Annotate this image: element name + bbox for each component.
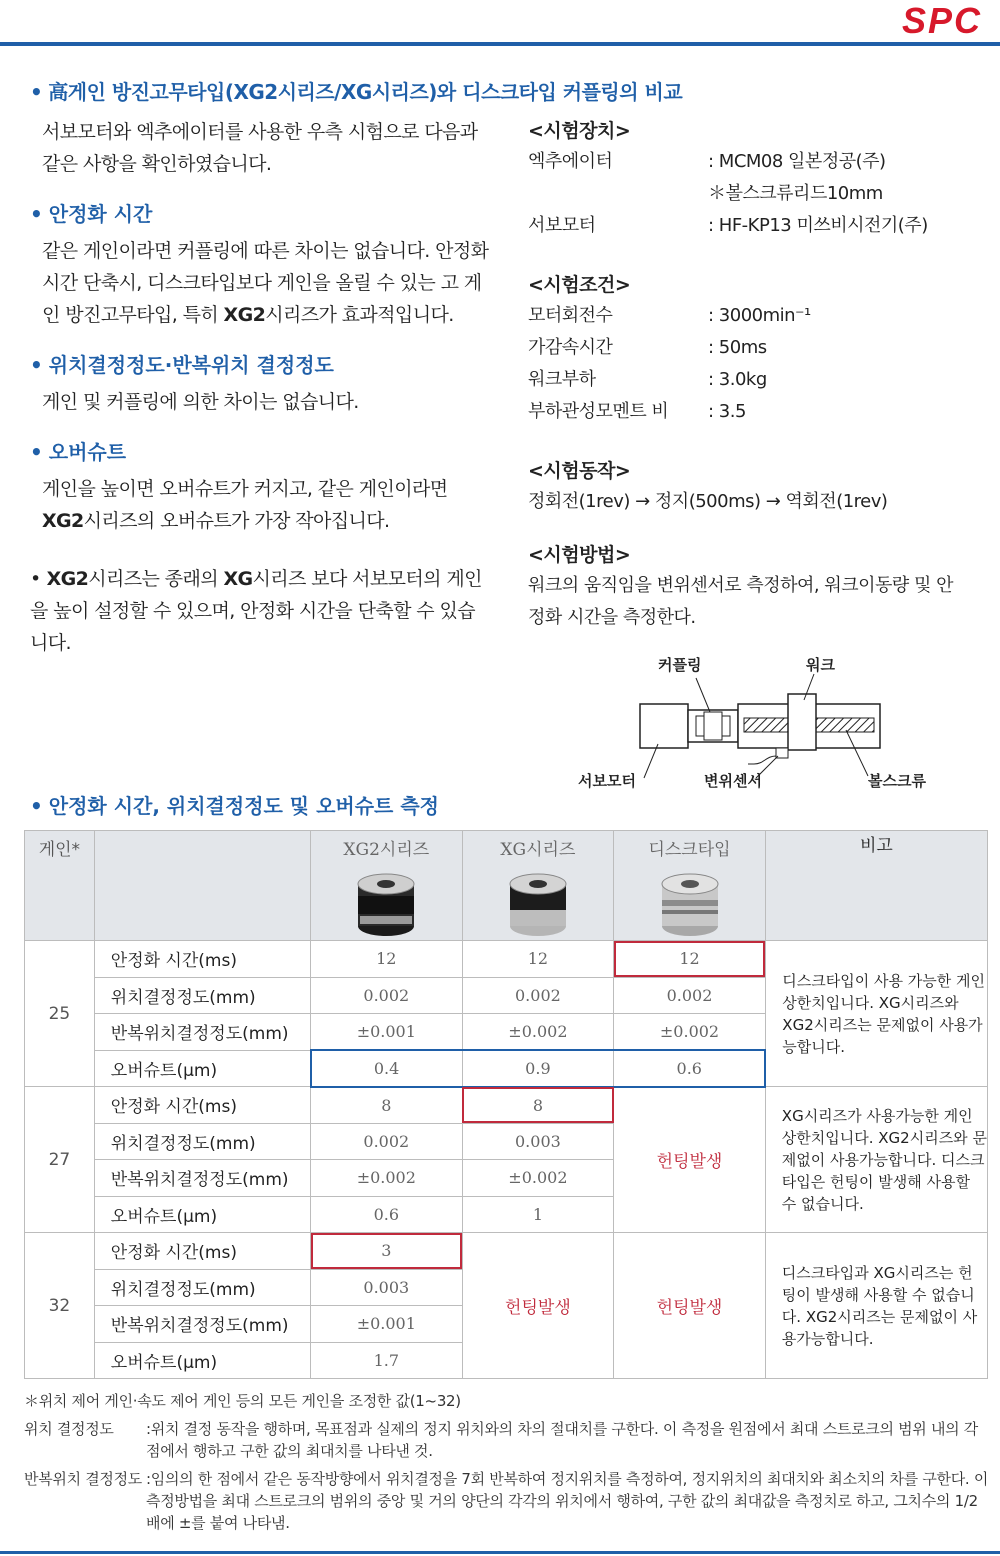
- header-rule: [0, 42, 1000, 46]
- header-item: [94, 831, 310, 941]
- spec-row: [528, 300, 968, 332]
- disk-coupling-image: [655, 870, 725, 940]
- sec-title-overshoot: • 오버슈트: [30, 440, 127, 464]
- spec-value: : MCM08 일본정공(주): [708, 151, 886, 172]
- label-coupling: 커플링: [658, 656, 702, 674]
- table-header-row: [25, 831, 988, 941]
- footnote-position: 위치 결정정도 :위치 결정 동작을 행하며, 목표점과 실제의 정지 위치와의 차의 절대치를 구한다. 이 측정을 원점에서 최대 스트로크의 범위 내의 각 점에서 행하고 구한 값의 최대치를 나타낸 것.: [24, 1420, 979, 1460]
- gain-cell: 25: [25, 941, 95, 1087]
- xg-coupling-image: [503, 870, 573, 940]
- header-xg2: XG2시리즈: [311, 831, 463, 941]
- item-cell: 위치결정정도(mm): [94, 1123, 310, 1160]
- sec-text-overshoot: 게인을 높이면 오버슈트가 커지고, 같은 게인이라면 XG2시리즈의 오버슈트가 가장 작아집니다.: [42, 478, 448, 532]
- sec-text-summary: • XG2시리즈는 종래의 XG시리즈 보다 서보모터의 게인을 높이 설정할 수 있으며, 안정화 시간을 단축할 수 있습니다.: [30, 568, 482, 654]
- logo-text: SPC: [902, 0, 983, 40]
- value-cell-highlight: 8: [462, 1087, 614, 1124]
- item-cell: 오버슈트(μm): [94, 1196, 310, 1233]
- header-xg: XG시리즈: [462, 831, 614, 941]
- note-cell: 디스크타입이 사용 가능한 게인상한치입니다. XG시리즈와 XG2시리즈는 문제없이 사용가능합니다.: [765, 941, 987, 1087]
- value-cell: ±0.001: [311, 1014, 463, 1051]
- device-rows: [528, 146, 968, 242]
- method-text: 워크의 움직임을 변위센서로 측정하여, 워크이동량 및 안정화 시간을 측정한다.: [528, 575, 953, 628]
- value-cell: ±0.002: [462, 1160, 614, 1197]
- item-cell: 반복위치결정정도(mm): [94, 1306, 310, 1343]
- sec-title-accuracy: • 위치결정정도·반복위치 결정정도: [30, 353, 334, 377]
- spc-logo: [898, 0, 994, 40]
- value-cell: 1: [462, 1196, 614, 1233]
- spec-key: 모터회전수: [528, 305, 613, 326]
- condition-rows: [528, 300, 968, 428]
- note-cell: XG시리즈가 사용가능한 게인상한치입니다. XG2시리즈와 문제없이 사용가능합니다. 디스크타입은 헌팅이 발생해 사용할 수 없습니다.: [765, 1087, 987, 1233]
- method-title: <시험방법>: [528, 544, 631, 566]
- value-cell-blue: 0.6: [614, 1050, 766, 1087]
- value-cell: ±0.001: [311, 1306, 463, 1343]
- sec-text-accuracy: 게인 및 커플링에 의한 차이는 없습니다.: [42, 391, 359, 413]
- value-cell: 12: [462, 941, 614, 978]
- spec-value: ＊볼스크류리드10mm: [708, 183, 883, 204]
- test-setup-diagram: [578, 652, 938, 792]
- item-cell: 오버슈트(μm): [94, 1342, 310, 1379]
- footnote-repeat: 반복위치 결정정도 :임의의 한 점에서 같은 동작방향에서 위치결정을 7회 반복하여 정지위치를 측정하여, 정지위치의 최대치와 최소치의 차를 구한다. 이 측정방법을 최대 스트로크의 범위의 중앙 및 거의 양단의 각각의 위치에서 행하여, 구한 값의 최대값을 측정치로 하고, 그치수의 1/2 배에 ±를 붙여 나타냄.: [24, 1470, 989, 1532]
- servo-motor-shape: [640, 704, 688, 748]
- spec-key: 엑추에이터: [528, 151, 613, 172]
- section-heading-main: • 高게인 방진고무타입(XG2시리즈/XG시리즈)와 디스크타입 커플링의 비교: [30, 80, 683, 104]
- value-cell: ±0.002: [311, 1160, 463, 1197]
- value-cell-blue: 0.9: [462, 1050, 614, 1087]
- spec-row: [528, 178, 968, 210]
- header-disk: 디스크타입: [614, 831, 766, 941]
- value-cell: 8: [311, 1087, 463, 1124]
- hunting-cell: 헌팅발생: [614, 1087, 766, 1233]
- item-cell: 반복위치결정정도(mm): [94, 1160, 310, 1197]
- footer-rule: [0, 1551, 1000, 1554]
- xg2-coupling-image: [351, 870, 421, 940]
- label-servo: 서보모터: [578, 772, 636, 790]
- footnote-star: ＊위치 제어 게인·속도 제어 게인 등의 모든 게인을 조정한 값(1~32): [24, 1392, 461, 1410]
- ballscrew-shape: [744, 718, 788, 732]
- value-cell: 0.002: [311, 977, 463, 1014]
- item-cell: 오버슈트(μm): [94, 1050, 310, 1087]
- operation-text: 정회전(1rev) → 정지(500ms) → 역회전(1rev): [528, 491, 888, 512]
- value-cell: 0.6: [311, 1196, 463, 1233]
- value-cell-highlight: 3: [311, 1233, 463, 1270]
- spec-row: [528, 146, 968, 178]
- label-ballscrew: 볼스크류: [868, 772, 926, 790]
- spec-value: : 3000min⁻¹: [708, 305, 811, 326]
- spec-key: [528, 178, 708, 210]
- value-cell: ±0.002: [462, 1014, 614, 1051]
- table-row: [25, 941, 988, 978]
- item-cell: 안정화 시간(ms): [94, 1233, 310, 1270]
- value-cell: 0.003: [462, 1123, 614, 1160]
- gain-cell: 27: [25, 1087, 95, 1233]
- item-cell: 안정화 시간(ms): [94, 941, 310, 978]
- value-cell-blue: 0.4: [311, 1050, 463, 1087]
- value-cell: 0.002: [462, 977, 614, 1014]
- sec-title-settling: • 안정화 시간: [30, 202, 153, 226]
- hunting-cell: 헌팅발생: [614, 1233, 766, 1379]
- spec-value: : HF-KP13 미쓰비시전기(주): [708, 215, 928, 236]
- value-cell-highlight: 12: [614, 941, 766, 978]
- spec-row: [528, 396, 968, 428]
- measurement-table: [24, 830, 988, 1379]
- section-heading-table: • 안정화 시간, 위치결정정도 및 오버슈트 측정: [30, 794, 439, 818]
- value-cell: ±0.002: [614, 1014, 766, 1051]
- spec-key: 워크부하: [528, 369, 596, 390]
- work-shape: [788, 694, 816, 750]
- item-cell: 위치결정정도(mm): [94, 1269, 310, 1306]
- spec-row: [528, 364, 968, 396]
- note-cell: 디스크타입과 XG시리즈는 헌팅이 발생해 사용할 수 없습니다. XG2시리즈는 문제없이 사용가능합니다.: [765, 1233, 987, 1379]
- spec-value: : 50ms: [708, 337, 767, 358]
- right-column: [528, 116, 968, 634]
- sec-text-settling: 같은 게인이라면 커플링에 따른 차이는 없습니다. 안정화 시간 단축시, 디스크타입보다 게인을 올릴 수 있는 고 게인 방진고무타입, 특히 XG2시리즈가 효과적입니다.: [42, 240, 489, 326]
- intro-text: 서보모터와 엑추에이터를 사용한 우측 시험으로 다음과 같은 사항을 확인하였습니다.: [42, 121, 478, 175]
- spec-value: : 3.0kg: [708, 369, 767, 390]
- footnotes: [24, 1390, 990, 1540]
- label-sensor: 변위센서: [704, 772, 762, 790]
- operation-title: <시험동작>: [528, 460, 631, 482]
- spec-row: [528, 210, 968, 242]
- bullet-dot: •: [30, 80, 43, 104]
- gain-cell: 32: [25, 1233, 95, 1379]
- value-cell: 1.7: [311, 1342, 463, 1379]
- spec-row: [528, 332, 968, 364]
- table-row: [25, 1233, 988, 1270]
- table-row: [25, 1087, 988, 1124]
- value-cell: 0.003: [311, 1269, 463, 1306]
- spec-key: 가감속시간: [528, 337, 613, 358]
- value-cell: 0.002: [614, 977, 766, 1014]
- device-title: <시험장치>: [528, 120, 631, 142]
- header-gain: 게인*: [25, 831, 95, 941]
- item-cell: 안정화 시간(ms): [94, 1087, 310, 1124]
- spec-value: : 3.5: [708, 401, 746, 422]
- spec-key: 서보모터: [528, 215, 596, 236]
- condition-title: <시험조건>: [528, 274, 631, 296]
- label-work: 워크: [806, 656, 835, 674]
- left-column: [30, 116, 490, 659]
- spec-key: 부하관성모멘트 비: [528, 401, 669, 422]
- header-note: 비고: [765, 831, 987, 941]
- item-cell: 반복위치결정정도(mm): [94, 1014, 310, 1051]
- value-cell: 0.002: [311, 1123, 463, 1160]
- hunting-cell: 헌팅발생: [462, 1233, 614, 1379]
- item-cell: 위치결정정도(mm): [94, 977, 310, 1014]
- value-cell: 12: [311, 941, 463, 978]
